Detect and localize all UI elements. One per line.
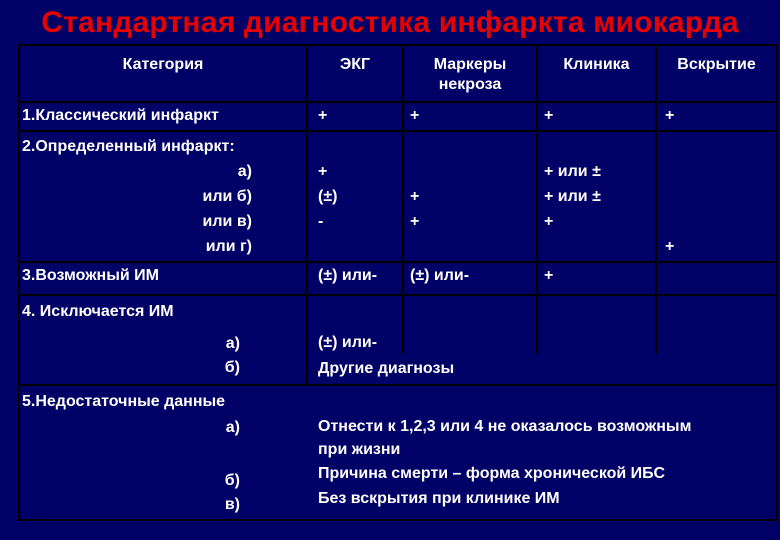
column-divider bbox=[655, 44, 657, 354]
row3-markers: (±) или- bbox=[410, 267, 470, 284]
row2-sub-a: а) bbox=[237, 163, 252, 180]
row-divider bbox=[18, 101, 778, 103]
row-divider bbox=[18, 261, 778, 263]
table-border bbox=[776, 44, 778, 520]
row2-sub-b: или б) bbox=[202, 188, 252, 205]
row1-clinic: + bbox=[544, 107, 554, 124]
row5-label: 5.Недостаточные данные bbox=[22, 393, 226, 410]
row3-label: 3.Возможный ИМ bbox=[22, 267, 159, 284]
row-divider bbox=[18, 384, 778, 386]
row5-text-a1: Отнести к 1,2,3 или 4 не оказалось возможным bbox=[318, 418, 692, 435]
header-autopsy: Вскрытие bbox=[677, 56, 756, 73]
header-category: Категория bbox=[122, 56, 204, 73]
table-border bbox=[18, 44, 20, 520]
row2-markers-b: + bbox=[410, 188, 420, 205]
row2-clinic-b: + или ± bbox=[544, 188, 601, 205]
row4-sub-a: а) bbox=[225, 335, 240, 352]
row4-label: 4. Исключается ИМ bbox=[22, 303, 174, 320]
row2-sub-d: или г) bbox=[205, 238, 252, 255]
column-divider bbox=[536, 44, 538, 354]
row5-sub-b: б) bbox=[224, 472, 240, 489]
header-markers: Маркеры некроза bbox=[433, 56, 507, 93]
row5-text-c: Без вскрытия при клинике ИМ bbox=[318, 490, 560, 507]
row1-label: 1.Классический инфаркт bbox=[22, 107, 219, 124]
row4-other: Другие диагнозы bbox=[318, 360, 455, 377]
row2-ecg-c: - bbox=[318, 213, 324, 230]
column-divider bbox=[402, 44, 404, 354]
column-divider bbox=[306, 44, 308, 386]
row1-autopsy: + bbox=[665, 107, 675, 124]
row2-ecg-a: + bbox=[318, 163, 328, 180]
row-divider bbox=[18, 519, 778, 521]
row3-ecg: (±) или- bbox=[318, 267, 378, 284]
row2-clinic-a: + или ± bbox=[544, 163, 601, 180]
row1-markers: + bbox=[410, 107, 420, 124]
header-clinic: Клиника bbox=[563, 56, 630, 73]
row-divider bbox=[18, 294, 778, 296]
row4-sub-b: б) bbox=[224, 359, 240, 376]
row2-markers-c: + bbox=[410, 213, 420, 230]
row1-ecg: + bbox=[318, 107, 328, 124]
row4-ecg: (±) или- bbox=[318, 334, 378, 351]
row3-clinic: + bbox=[544, 267, 554, 284]
row5-sub-a: а) bbox=[225, 419, 240, 436]
row5-text-a2: при жизни bbox=[318, 441, 401, 458]
row2-clinic-c: + bbox=[544, 213, 554, 230]
header-ecg: ЭКГ bbox=[339, 56, 371, 73]
page-title: Стандартная диагностика инфаркта миокарда bbox=[41, 6, 739, 39]
row2-autopsy: + bbox=[665, 238, 675, 255]
row5-sub-c: в) bbox=[224, 496, 240, 513]
row2-label: 2.Определенный инфаркт: bbox=[22, 138, 235, 155]
row5-text-b: Причина смерти – форма хронической ИБС bbox=[318, 465, 666, 482]
row2-ecg-b: (±) bbox=[318, 188, 338, 205]
row2-sub-c: или в) bbox=[202, 213, 252, 230]
row-divider bbox=[18, 44, 778, 46]
row-divider bbox=[18, 130, 778, 132]
